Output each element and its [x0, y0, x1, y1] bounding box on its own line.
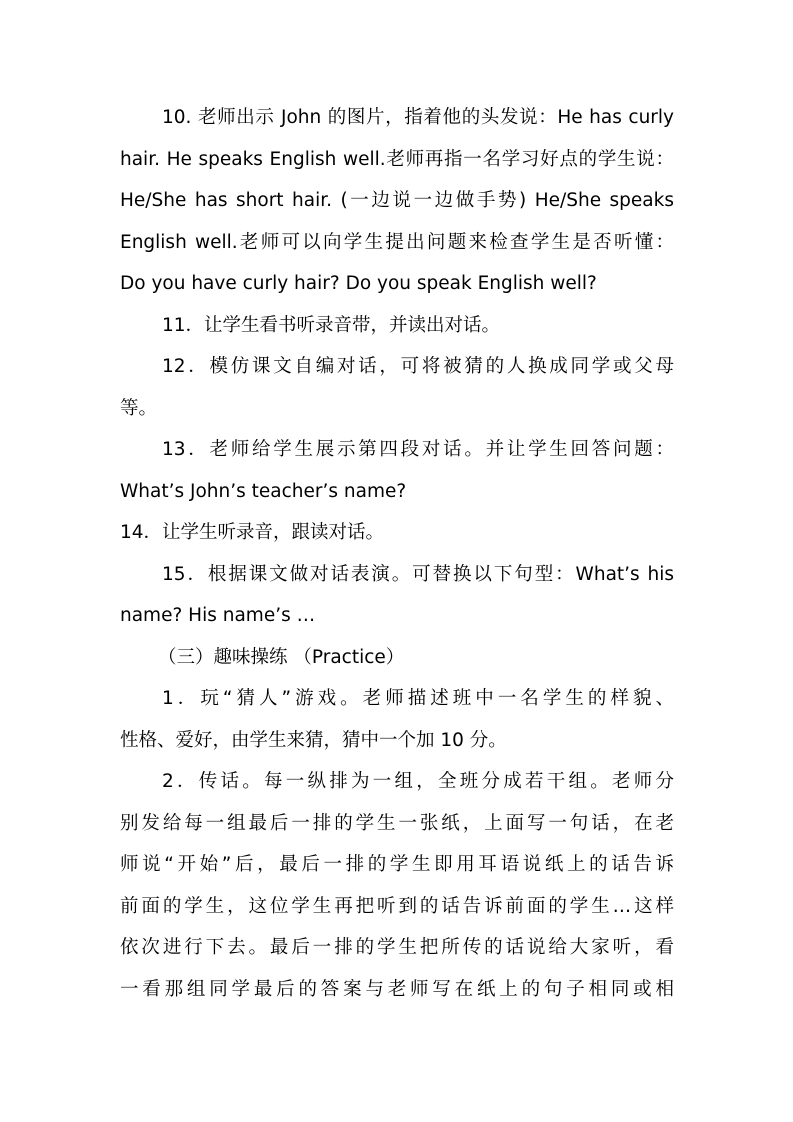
text-line: 前面的学生，这位学生再把听到的话告诉前面的学生…这样 [120, 896, 674, 917]
text-line: 等。 [120, 398, 158, 419]
text-line: 12．模仿课文自编对话，可将被猜的人换成同学或父母 [162, 356, 674, 377]
text-line: 11．让学生看书听录音带，并读出对话。 [162, 315, 501, 336]
text-line: English well.老师可以向学生提出问题来检查学生是否听懂： [120, 232, 674, 253]
text-line: Do you have curly hair? Do you speak English well? [120, 273, 597, 294]
text-line: 师说“开始”后，最后一排的学生即用耳语说纸上的话告诉 [120, 854, 674, 875]
text-line: hair. He speaks English well.老师再指一名学习好点的学生说： [120, 149, 674, 170]
text-line: 依次进行下去。最后一排的学生把所传的话说给大家听，看 [120, 937, 674, 958]
text-line: 1．玩“猜人”游戏。老师描述班中一名学生的样貌、 [162, 688, 674, 709]
text-line: 15．根据课文做对话表演。可替换以下句型：What’s his [162, 564, 674, 585]
text-line: 一看那组同学最后的答案与老师写在纸上的句子相同或相 [120, 979, 674, 1000]
section-heading: （三）趣味操练 （Practice） [158, 647, 405, 668]
text-line: What’s John’s teacher’s name? [120, 481, 407, 502]
text-line: 13．老师给学生展示第四段对话。并让学生回答问题： [162, 439, 674, 460]
text-line: 性格、爱好，由学生来猜，猜中一个加 10 分。 [120, 730, 507, 751]
text-line: 别发给每一组最后一排的学生一张纸，上面写一句话，在老 [120, 813, 674, 834]
text-line: 14．让学生听录音，跟读对话。 [120, 522, 385, 543]
text-line: 10. 老师出示 John 的图片，指着他的头发说：He has curly [162, 107, 674, 128]
text-line: 2．传话。每一纵排为一组，全班分成若干组。老师分 [162, 771, 674, 792]
text-line: He/She has short hair. (一边说一边做手势) He/She speaks [120, 190, 674, 211]
text-line: name? His name’s … [120, 605, 316, 626]
